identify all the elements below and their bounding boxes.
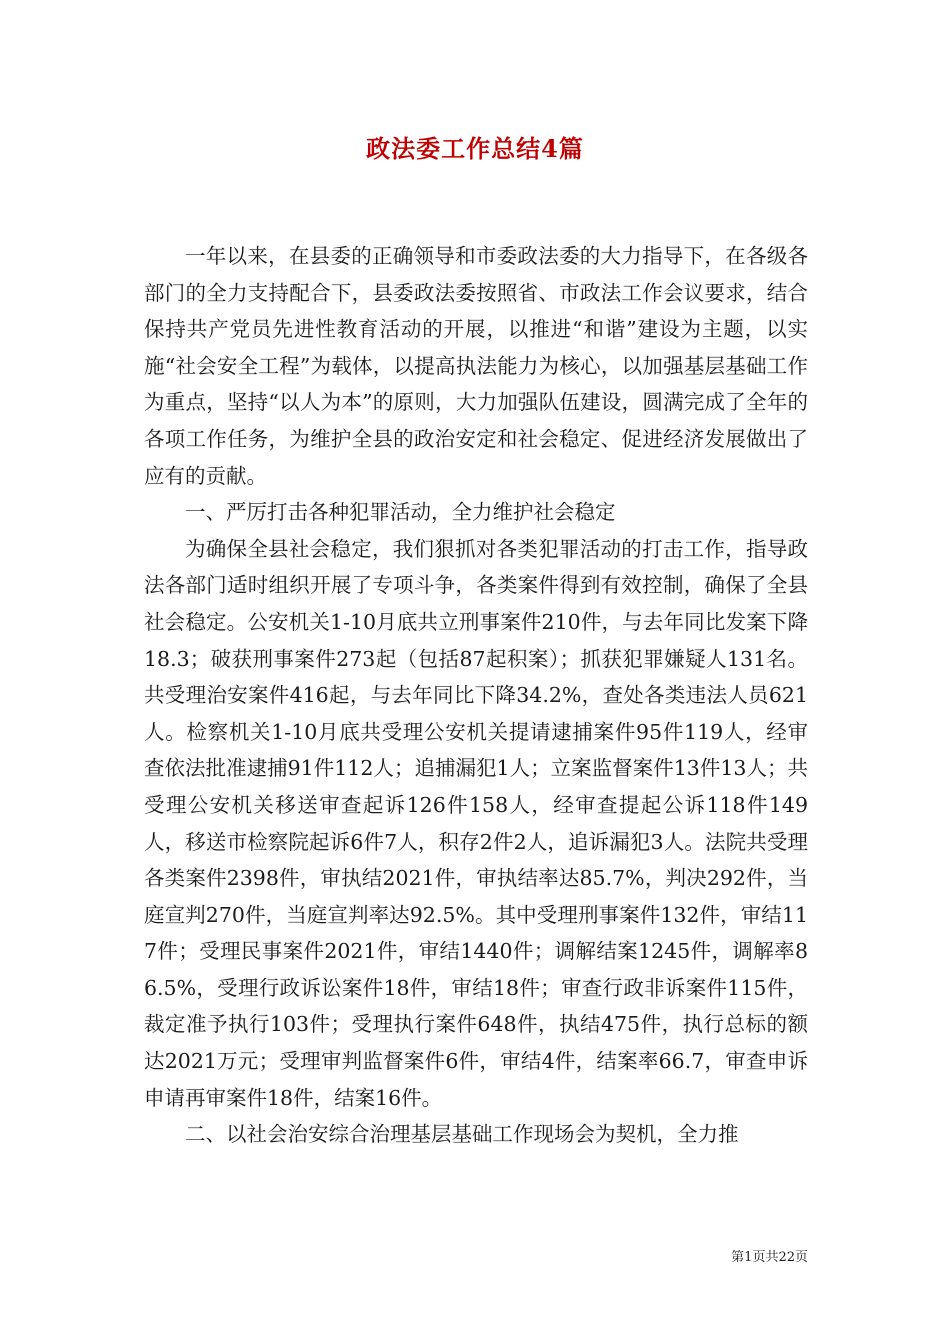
document-body [144, 238, 808, 1153]
page-number: 第1页共22页 [731, 1250, 808, 1265]
document-title: 政法委工作总结4篇 [366, 134, 584, 163]
section-heading-2: 二、以社会治安综合治理基层基础工作现场会为契机，全力推 [185, 1122, 739, 1147]
section-heading-1: 一、严厉打击各种犯罪活动，全力维护社会稳定 [185, 500, 616, 525]
section-1-paragraph: 为确保全县社会稳定，我们狠抓对各类犯罪活动的打击工作，指导政法各部门适时组织开展了专项斗争，各类案件得到有效控制，确保了全县社会稳定。公安机关1-10月底共立刑事案件210件，与去年同比发案下降18.3；破获刑事案件273起（包括87起积案）；抓获犯罪嫌疑人131名。共受理治安案件416起，与去年同比下降34.2%，查处各类违法人员621人。检察机关1-10月底共受理公安机关提请逮捕案件95件119人，经审查依法批准逮捕91件112人；追捕漏犯1人；立案监督案件13件13人；共受理公安机关移送审查起诉126件158人，经审查提起公诉118件149人，移送市检察院起诉6件7人，积存2件2人，追诉漏犯3人。法院共受理各类案件2398件，审执结2021件，审执结率达85.7%，判决292件，当庭宣判270件，当庭宣判率达92.5%。其中受理刑事案件132件，审结117件；受理民事案件2021件，审结1440件；调解结案1245件，调解率86.5%，受理行政诉讼案件18件，审结18件；审查行政非诉案件115件，裁定准予执行103件；受理执行案件648件，执结475件，执行总标的额达2021万元；受理审判监督案件6件，审结4件，结案率66.7，审查申诉申请再审案件18件，结案16件。 [144, 536, 808, 1110]
intro-paragraph: 一年以来，在县委的正确领导和市委政法委的大力指导下，在各级各部门的全力支持配合下，县委政法委按照省、市政法工作会议要求，结合保持共产党员先进性教育活动的开展，以推进“和谐”建设为主题，以实施“社会安全工程”为载体，以提高执法能力为核心，以加强基层基础工作为重点，坚持“以人为本”的原则，大力加强队伍建设，圆满完成了全年的各项工作任务，为维护全县的政治安定和社会稳定、促进经济发展做出了应有的贡献。 [144, 244, 808, 488]
